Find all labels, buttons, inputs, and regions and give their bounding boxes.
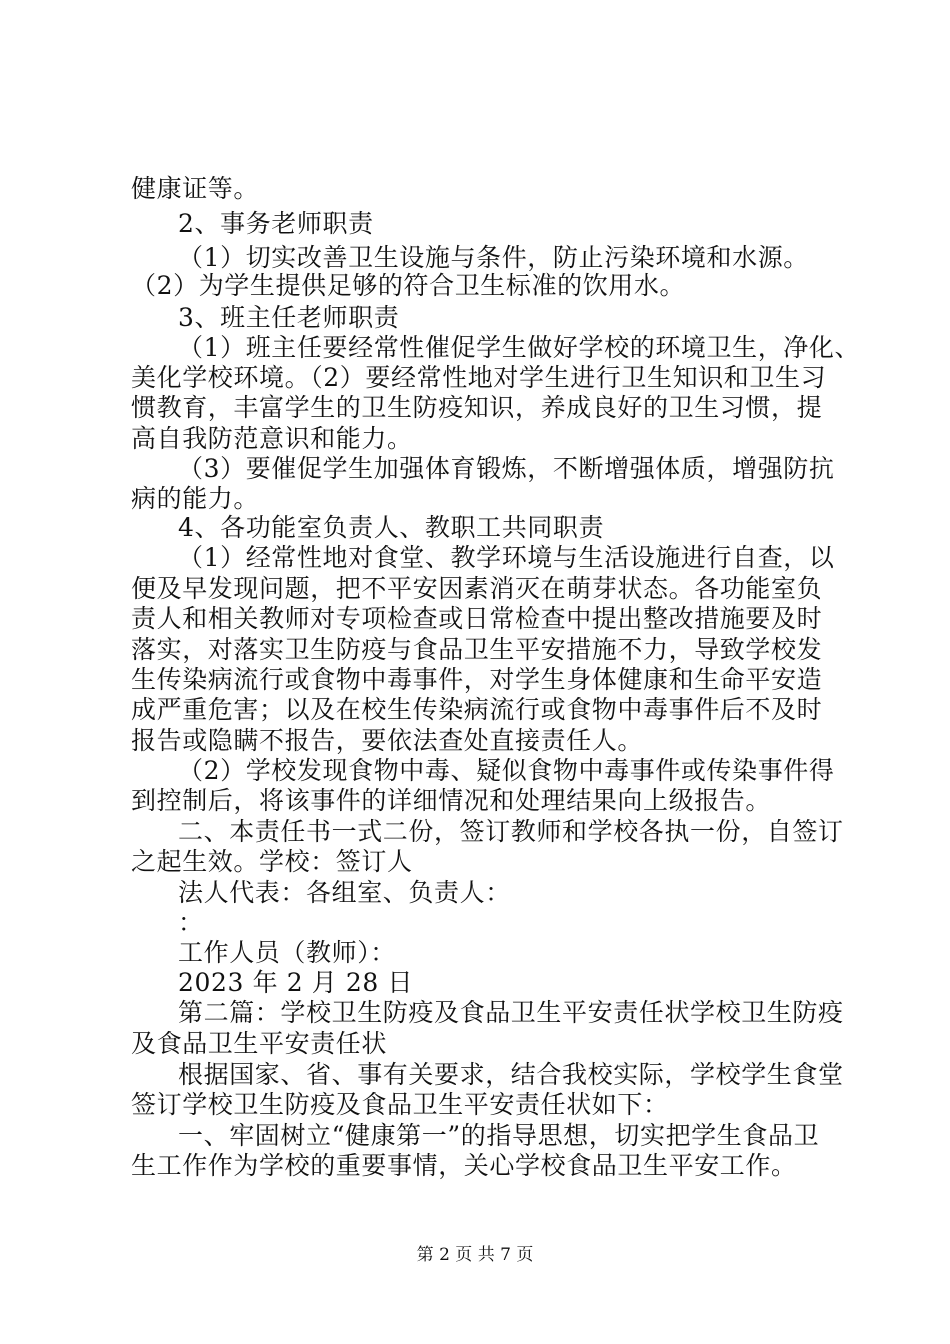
text-line: （3）要催促学生加强体育锻炼，不断增强体质，增强防抗 (178, 454, 835, 483)
text-line: （1）切实改善卫生设施与条件，防止污染环境和水源。 (178, 243, 809, 272)
date-line: 2023 年 2 月 28 日 (178, 968, 414, 997)
text-line: 报告或隐瞒不报告，要依法查处直接责任人。 (131, 726, 644, 755)
signature-line: 工作人员（教师）： (178, 938, 396, 967)
text-line: 高自我防范意识和能力。 (131, 424, 413, 453)
section-heading: 2、事务老师职责 (178, 209, 374, 238)
chapter-heading: 第二篇：学校卫生防疫及食品卫生平安责任状学校卫生防疫 (178, 998, 844, 1027)
text-line: 根据国家、省、事有关要求，结合我校实际，学校学生食堂 (178, 1060, 844, 1089)
text-line: 便及早发现问题，把不平安因素消灭在萌芽状态。各功能室负 (131, 574, 823, 603)
text-line: 健康证等。 (131, 174, 260, 203)
text-line: （1）班主任要经常性催促学生做好学校的环境卫生，净化、 (178, 333, 861, 362)
text-line: 到控制后，将该事件的详细情况和处理结果向上级报告。 (131, 786, 772, 815)
text-line: 责人和相关教师对专项检查或日常检查中提出整改措施要及时 (131, 604, 823, 633)
text-line: （2）学校发现食物中毒、疑似食物中毒事件或传染事件得 (178, 756, 835, 785)
text-line: 之起生效。学校：签订人 (131, 847, 413, 876)
text-line: 惯教育，丰富学生的卫生防疫知识，养成良好的卫生习惯，提 (131, 393, 823, 422)
page-number-footer: 第 2 页 共 7 页 (416, 1245, 534, 1265)
text-line: 美化学校环境。（2）要经常性地对学生进行卫生知识和卫生习 (131, 363, 827, 392)
section-heading: 4、各功能室负责人、教职工共同职责 (178, 513, 605, 542)
text-line: 落实，对落实卫生防疫与食品卫生平安措施不力，导致学校发 (131, 635, 823, 664)
section-heading: 3、班主任老师职责 (178, 303, 400, 332)
text-line: 一、牢固树立“健康第一”的指导思想，切实把学生食品卫 (178, 1121, 820, 1150)
text-line: （2）为学生提供足够的符合卫生标准的饮用水。 (131, 271, 686, 300)
text-line: 生传染病流行或食物中毒事件，对学生身体健康和生命平安造 (131, 665, 823, 694)
text-line: 二、本责任书一式二份，签订教师和学校各执一份，自签订 (178, 817, 844, 846)
text-line: （1）经常性地对食堂、教学环境与生活设施进行自查，以 (178, 543, 835, 572)
signature-line: ： (178, 908, 204, 937)
signature-line: 法人代表：各组室、负责人： (178, 878, 511, 907)
text-line: 签订学校卫生防疫及食品卫生平安责任状如下： (131, 1090, 669, 1119)
text-line: 病的能力。 (131, 484, 260, 513)
text-line: 成严重危害；以及在校生传染病流行或食物中毒事件后不及时 (131, 695, 823, 724)
chapter-heading: 及食品卫生平安责任状 (131, 1029, 388, 1058)
text-line: 生工作作为学校的重要事情，关心学校食品卫生平安工作。 (131, 1151, 797, 1180)
